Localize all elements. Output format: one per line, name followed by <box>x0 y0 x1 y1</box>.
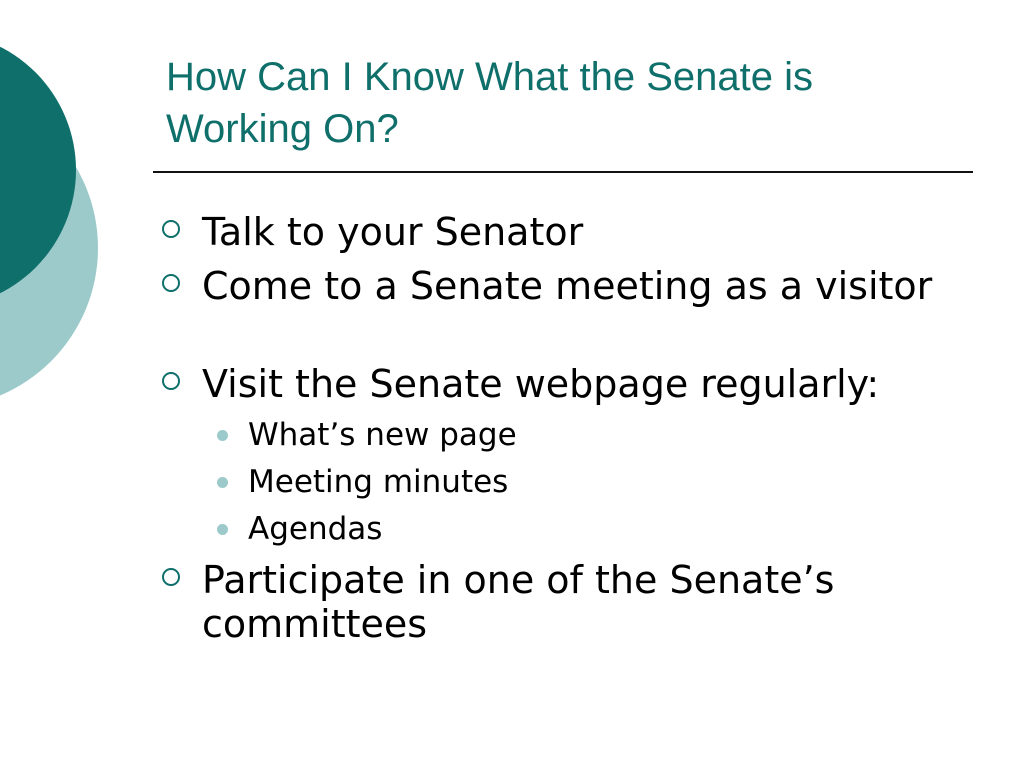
hollow-circle-bullet-icon <box>162 372 180 390</box>
sub-bullet-item <box>248 510 948 548</box>
filled-dot-bullet-icon <box>217 477 228 488</box>
sub-bullet-item <box>248 463 948 501</box>
bullet-text: Talk to your Senator <box>202 210 584 254</box>
bullet-item <box>202 264 962 308</box>
hollow-circle-bullet-icon <box>162 568 180 586</box>
bullet-text: Come to a Senate meeting as a visitor <box>202 264 933 308</box>
bullet-text: Participate in one of the Senate’s committees <box>202 558 835 646</box>
sub-bullet-item <box>248 416 948 454</box>
sub-bullet-text: Meeting minutes <box>248 464 509 500</box>
slide-title: How Can I Know What the Senate is Working On? <box>166 55 813 151</box>
sub-bullet-text: What’s new page <box>248 417 517 453</box>
hollow-circle-bullet-icon <box>162 220 180 238</box>
bullet-item <box>202 362 962 406</box>
sub-bullet-text: Agendas <box>248 511 383 547</box>
hollow-circle-bullet-icon <box>162 274 180 292</box>
bullet-item <box>202 210 962 254</box>
bullet-item <box>202 558 962 646</box>
filled-dot-bullet-icon <box>217 524 228 535</box>
filled-dot-bullet-icon <box>217 430 228 441</box>
bullet-text: Visit the Senate webpage regularly: <box>202 362 880 406</box>
